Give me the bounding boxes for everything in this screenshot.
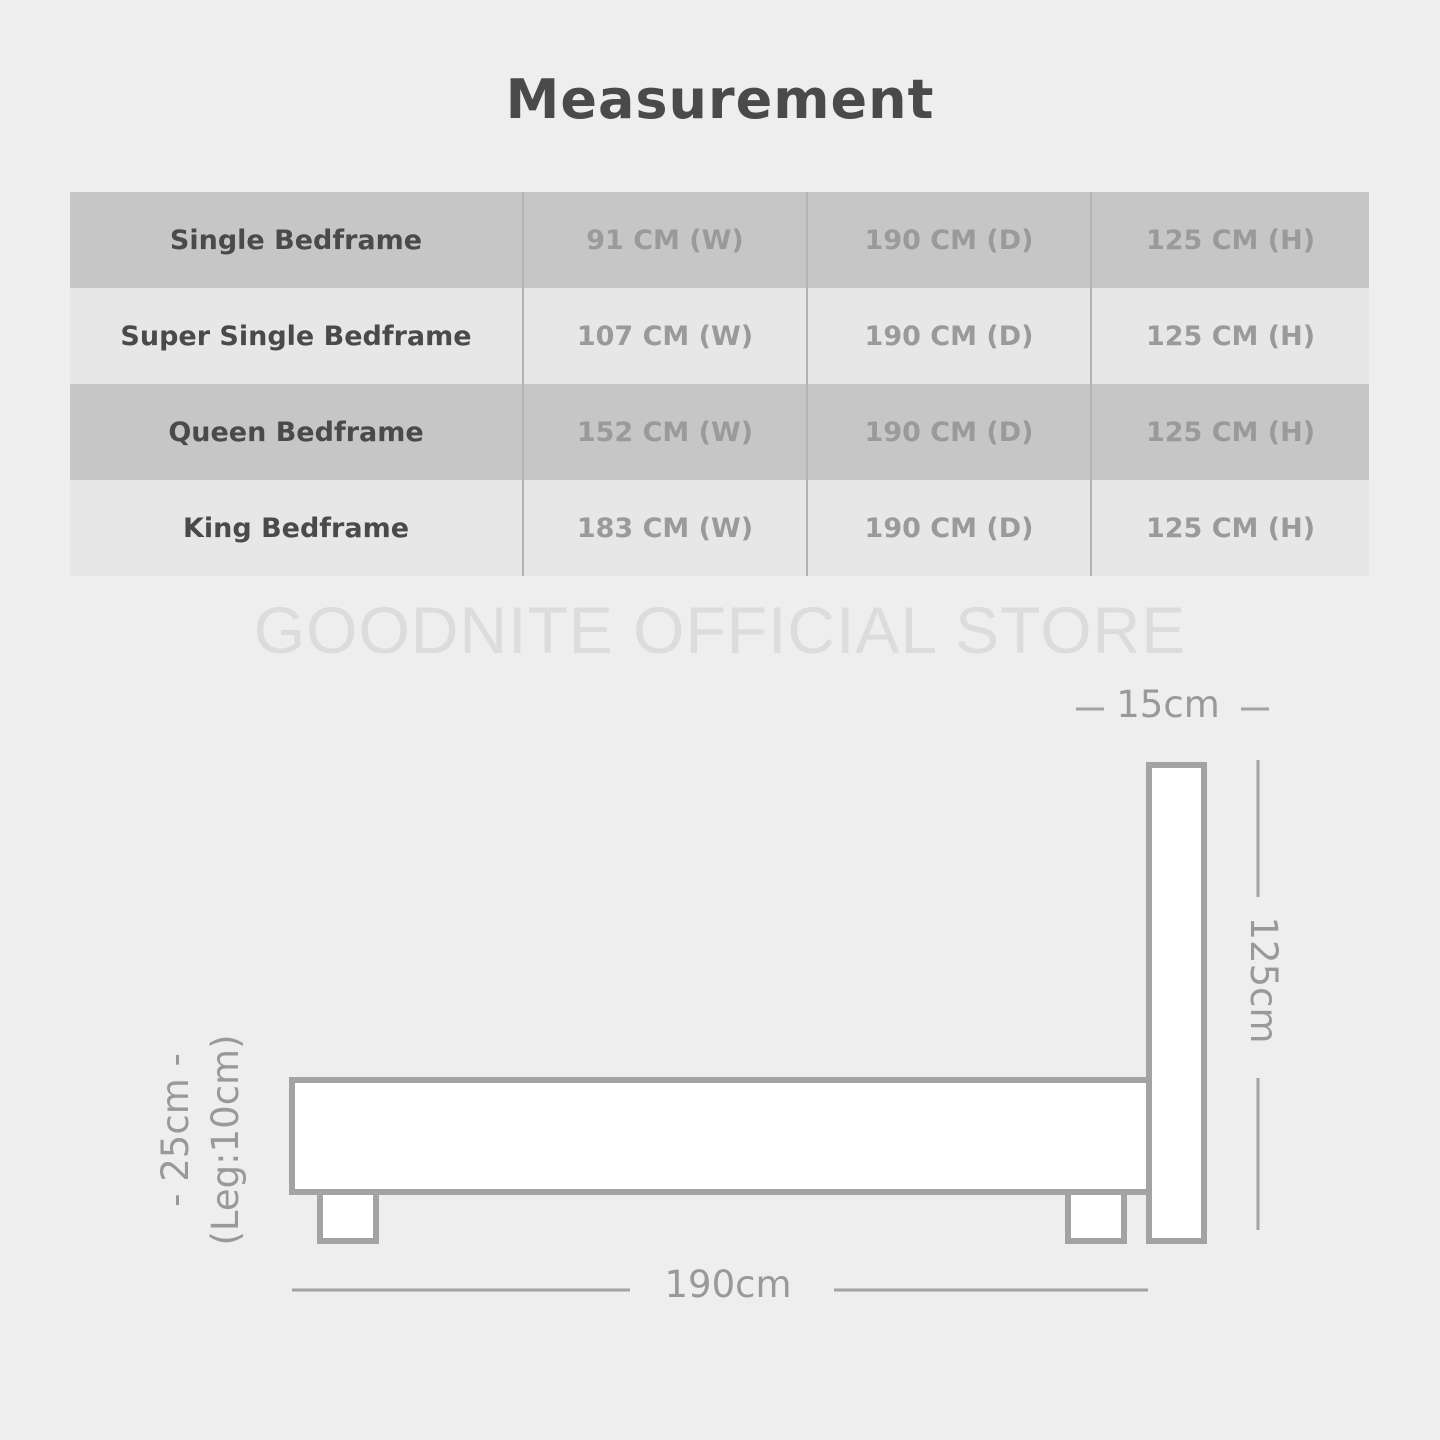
bedframe-name: Queen Bedframe	[70, 384, 523, 480]
base-height-label: - 25cm -	[154, 1053, 197, 1207]
width-value: 152 CM (W)	[523, 384, 807, 480]
headboard-shape	[1149, 765, 1204, 1241]
bedframe-name: Super Single Bedframe	[70, 288, 523, 384]
height-value: 125 CM (H)	[1091, 480, 1369, 576]
front-leg-shape	[320, 1192, 376, 1241]
width-value: 91 CM (W)	[523, 192, 807, 288]
headboard-thickness-label: 15cm	[1116, 683, 1220, 726]
bedframe-name: King Bedframe	[70, 480, 523, 576]
height-value: 125 CM (H)	[1091, 192, 1369, 288]
bed-base-shape	[292, 1080, 1149, 1192]
depth-value: 190 CM (D)	[807, 384, 1091, 480]
headboard-height-label: 125cm	[1242, 916, 1285, 1044]
store-watermark: GOODNITE OFFICIAL STORE	[253, 593, 1187, 667]
bed-length-label: 190cm	[664, 1263, 792, 1306]
depth-value: 190 CM (D)	[807, 288, 1091, 384]
width-value: 183 CM (W)	[523, 480, 807, 576]
depth-value: 190 CM (D)	[807, 480, 1091, 576]
height-value: 125 CM (H)	[1091, 288, 1369, 384]
height-value: 125 CM (H)	[1091, 384, 1369, 480]
width-value: 107 CM (W)	[523, 288, 807, 384]
page-title: Measurement	[505, 68, 935, 131]
leg-height-label: (Leg:10cm)	[204, 1034, 247, 1246]
bedframe-name: Single Bedframe	[70, 192, 523, 288]
rear-leg-shape	[1068, 1192, 1124, 1241]
depth-value: 190 CM (D)	[807, 192, 1091, 288]
